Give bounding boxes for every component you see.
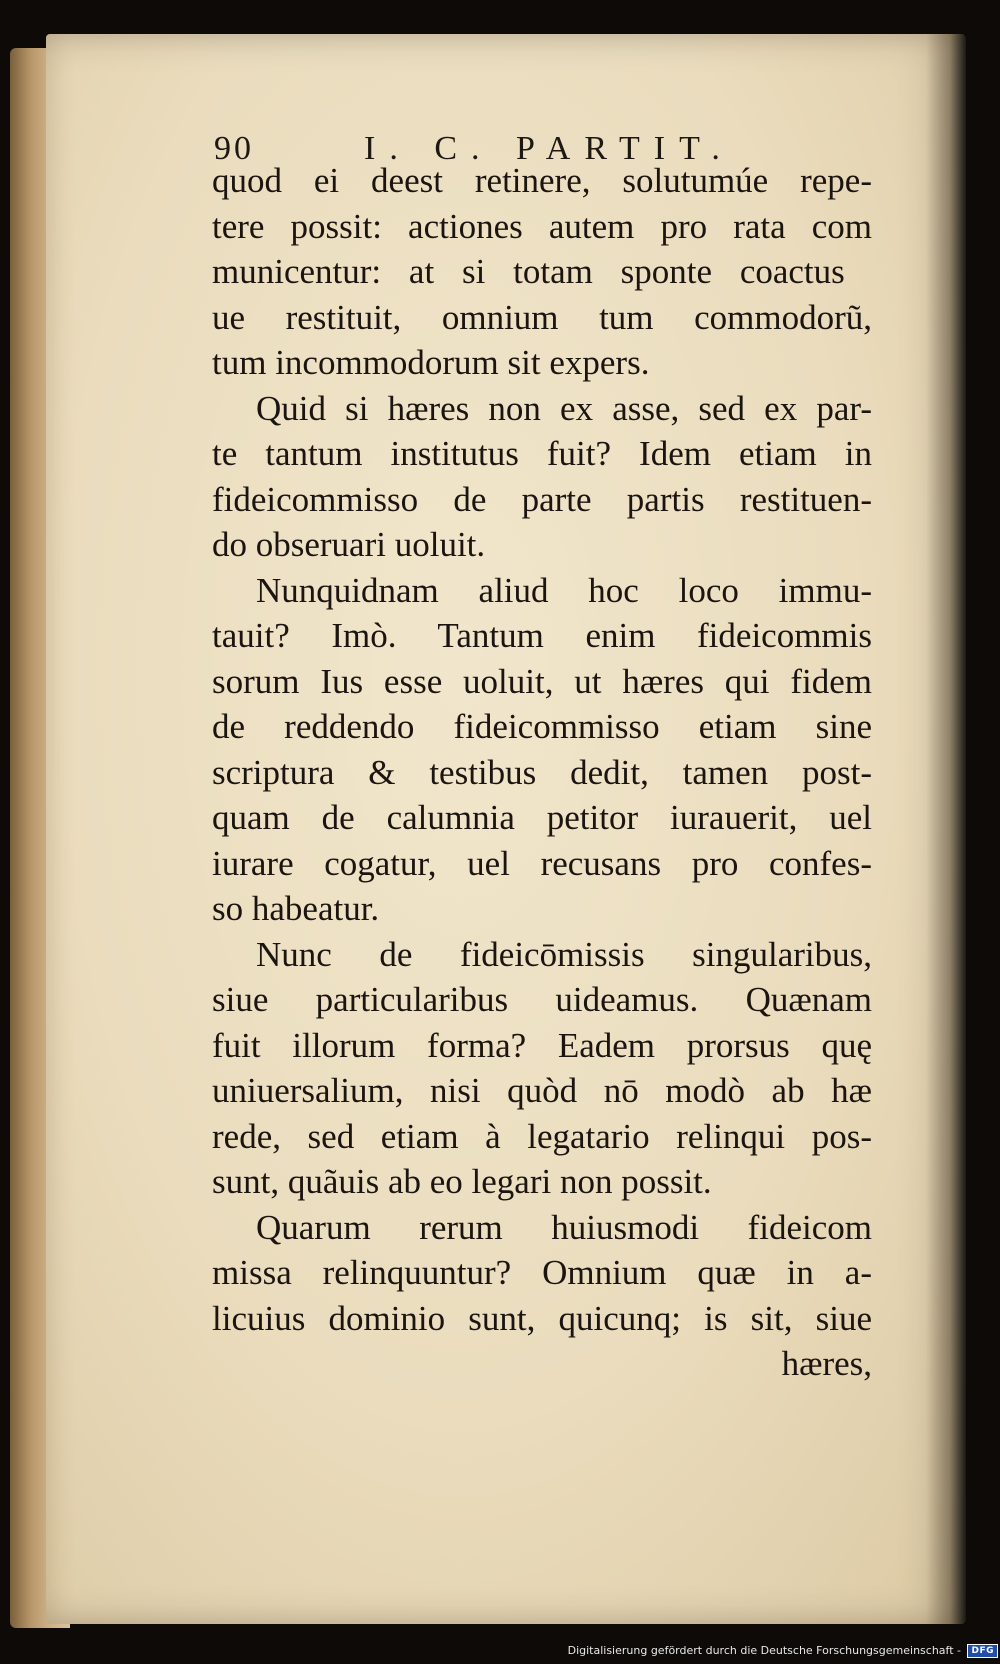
- text-line: fuit illorum forma? Eadem prorsus quę: [212, 1025, 872, 1065]
- text-line: rede, sed etiam à legatario relinqui pos-: [212, 1116, 872, 1156]
- text-line: sunt, quãuis ab eo legari non possit.: [212, 1162, 712, 1201]
- text-line: licuius dominio sunt, quicunq; is sit, siue: [212, 1298, 872, 1338]
- text-line: fideicommisso de parte partis restituen-: [212, 479, 872, 519]
- text-line: missa relinquuntur? Omnium quæ in a-: [212, 1253, 872, 1292]
- page-number: 90: [214, 130, 254, 167]
- text-line: do obseruari uoluit.: [212, 525, 486, 564]
- text-line: Quarum rerum huiusmodi fideicom: [256, 1207, 872, 1247]
- running-head: I. C. PARTIT.: [364, 130, 734, 167]
- page-spine-shadow: [926, 34, 966, 1624]
- text-block: [212, 158, 872, 1387]
- text-line: tere possit: actiones autem pro rata com: [212, 206, 872, 246]
- text-line: siue particularibus uideamus. Quænam: [212, 980, 872, 1019]
- text-line: tauit? Imò. Tantum enim fideicommis: [212, 616, 872, 655]
- text-line: uniuersalium, nisi quòd nō modò ab hæ: [212, 1071, 872, 1110]
- text-line: Nunc de fideicōmissis singularibus,: [256, 934, 872, 974]
- text-line: iurare cogatur, uel recusans pro confes-: [212, 843, 872, 883]
- text-line: Nunquidnam aliud hoc loco immu-: [256, 570, 872, 610]
- text-line: ue restituit, omnium tum commodorũ,: [212, 297, 872, 337]
- text-line: Quid si hæres non ex asse, sed ex par-: [256, 388, 872, 428]
- dfg-logo: DFG: [967, 1644, 998, 1658]
- text-line: municentur: at si totam sponte coactusᷝ: [212, 252, 872, 291]
- digitization-credit: [560, 1644, 998, 1662]
- text-line: tum incommodorum sit expers.: [212, 343, 650, 382]
- catchword: hæres,: [781, 1344, 872, 1383]
- text-line: te tantum institutus fuit? Idem etiam in: [212, 434, 872, 473]
- text-line: quam de calumnia petitor iurauerit, uel: [212, 798, 872, 837]
- credit-text: Digitalisierung gefördert durch die Deutsche Forschungsgemeinschaft -: [567, 1644, 961, 1657]
- text-line: de reddendo fideicommisso etiam sine: [212, 707, 872, 746]
- text-line: sorum Ius esse uoluit, ut hæres qui fidem: [212, 661, 872, 701]
- text-line: quod ei deest retinere, solutumúe repe-: [212, 161, 872, 200]
- text-line: so habeatur.: [212, 889, 380, 928]
- text-line: scriptura & testibus dedit, tamen post-: [212, 752, 872, 792]
